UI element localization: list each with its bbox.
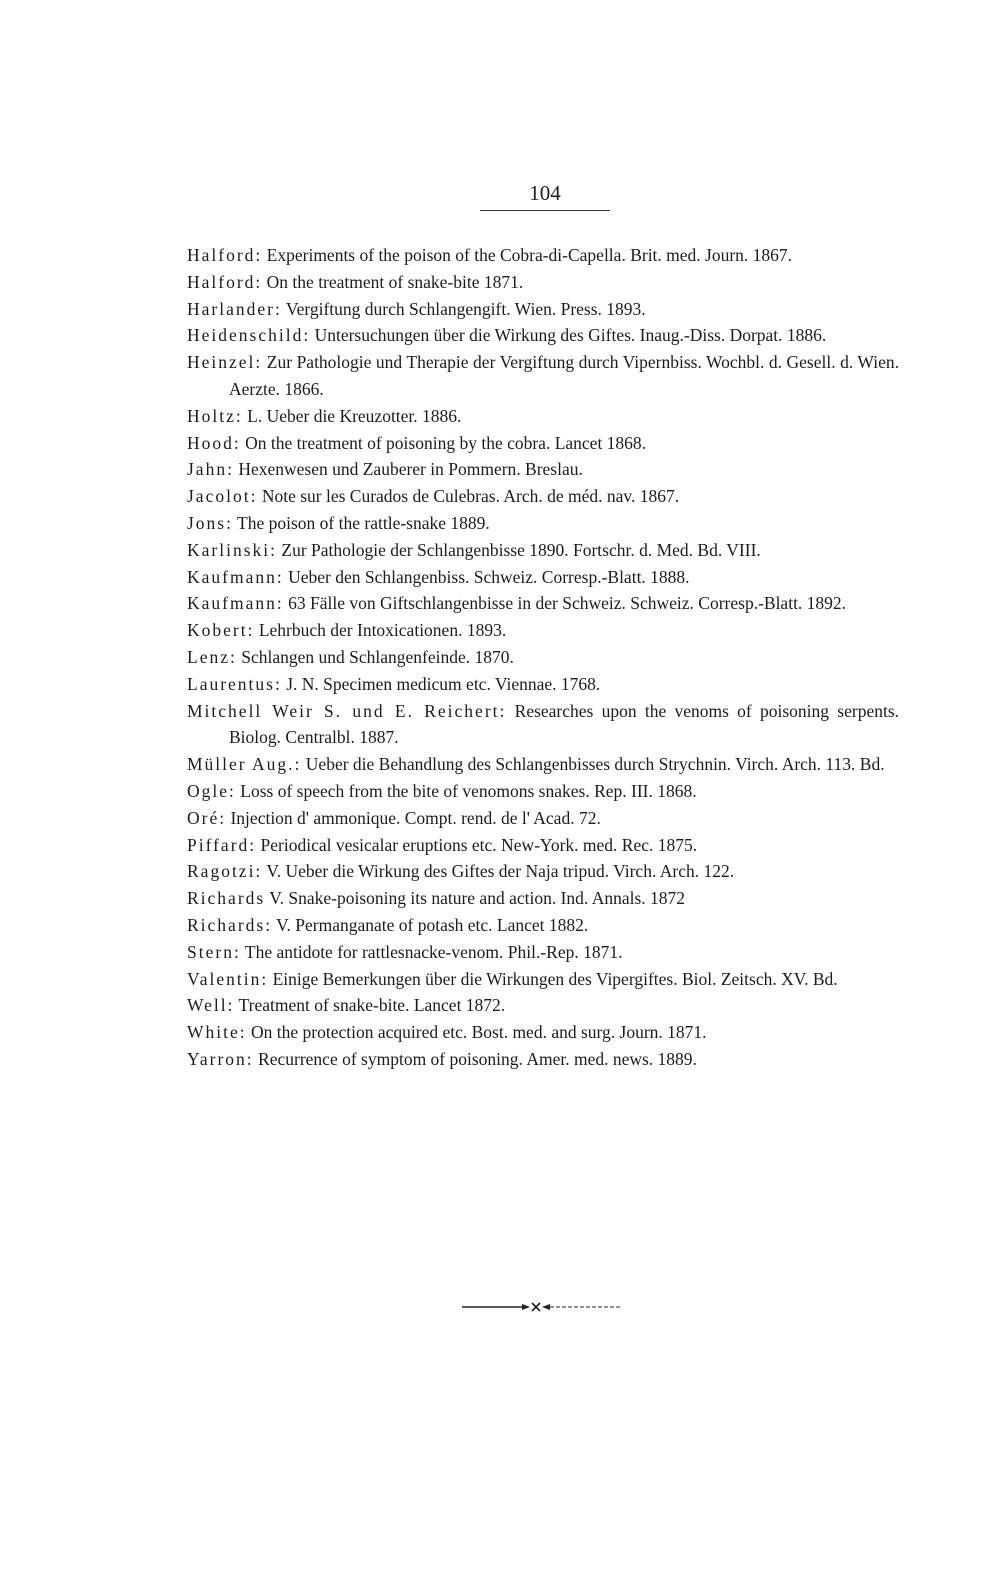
bibliography-entry [187,966,899,993]
entry-text: 63 Fälle von Giftschlangenbisse in der Schweiz. Schweiz. Corresp.-Blatt. 1892. [288,593,847,614]
entry-text: Ueber den Schlangenbiss. Schweiz. Corresp.-Blatt. 1888. [288,566,690,587]
bibliography-entry [187,885,899,912]
entry-text: V. Permanganate of potash etc. Lancet 1882. [276,914,589,935]
entry-author: Richards [187,888,266,909]
entry-text: Ueber die Behandlung des Schlangenbisses durch Strychnin. Virch. Arch. 113. Bd. [305,754,885,775]
entry-text: The poison of the rattle-snake 1889. [237,512,490,533]
entry-author: Halford: [187,271,263,292]
entry-author: Oré: [187,807,227,828]
entry-author: Laurentus: [187,673,282,694]
dash-cross-ornament-icon [462,1302,622,1312]
entry-text: On the treatment of snake-bite 1871. [266,271,524,292]
bibliography-entry [187,698,899,752]
entry-text: Loss of speech from the bite of venomons snakes. Rep. III. 1868. [240,780,697,801]
entry-text: Note sur les Curados de Culebras. Arch. de méd. nav. 1867. [261,486,680,507]
entry-author: Müller Aug.: [187,754,302,775]
entry-text: Recurrence of symptom of poisoning. Amer. med. news. 1889. [258,1048,697,1069]
entry-text: Treatment of snake-bite. Lancet 1872. [238,995,506,1016]
entry-author: Heinzel: [187,352,263,373]
bibliography-entry [187,510,899,537]
bibliography-entry [187,992,899,1019]
entry-text: Lehrbuch der Intoxicationen. 1893. [258,620,507,641]
entry-text: Injection d' ammonique. Compt. rend. de l' Acad. 72. [230,807,601,828]
entry-text: Zur Pathologie und Therapie der Vergiftung durch Vipernbiss. Wochbl. d. Gesell. d. Wien. Aerzte. 1866. [229,352,899,399]
bibliography-entry [187,296,899,323]
bibliography-entry [187,671,899,698]
entry-author: Hood: [187,432,241,453]
entry-text: V. Snake-poisoning its nature and action. Ind. Annals. 1872 [269,888,686,909]
entry-author: Jacolot: [187,486,258,507]
entry-author: Holtz: [187,405,243,426]
bibliography-entry [187,617,899,644]
bibliography-entry [187,858,899,885]
bibliography-entry [187,832,899,859]
entry-text: Schlangen und Schlangenfeinde. 1870. [241,646,514,667]
entry-author: Well: [187,995,235,1016]
bibliography-entry [187,644,899,671]
page-number-rule [480,210,610,211]
entry-text: Experiments of the poison of the Cobra-di-Capella. Brit. med. Journ. 1867. [266,245,793,265]
page-number: 104 [529,181,561,205]
bibliography-entry [187,939,899,966]
entry-text: Untersuchungen über die Wirkung des Giftes. Inaug.-Diss. Dorpat. 1886. [314,325,827,346]
entry-text: On the protection acquired etc. Bost. med. and surg. Journ. 1871. [251,1022,707,1043]
bibliography-entry [187,912,899,939]
entry-text: Zur Pathologie der Schlangenbisse 1890. Fortschr. d. Med. Bd. VIII. [281,539,761,560]
entry-text: L. Ueber die Kreuzotter. 1886. [247,405,462,426]
bibliography-entry [187,456,899,483]
entry-author: Richards: [187,914,273,935]
entry-author: Heidenschild: [187,325,311,346]
entry-author: White: [187,1022,247,1043]
entry-author: Lenz: [187,646,237,667]
entry-author: Halford: [187,245,263,265]
bibliography-entry [187,403,899,430]
entry-author: Piffard: [187,834,257,855]
bibliography-entry [187,778,899,805]
entry-text: Periodical vesicalar eruptions etc. New-York. med. Rec. 1875. [260,834,698,855]
entry-text: Einige Bemerkungen über die Wirkungen des Vipergiftes. Biol. Zeitsch. XV. Bd. [272,968,838,989]
entry-author: Mitchell Weir S. und E. Reichert: [187,700,507,721]
entry-author: Karlinski: [187,539,277,560]
entry-author: Ogle: [187,780,236,801]
entry-text: Researches upon the venoms of poisoning serpents. Biolog. Centralbl. 1887. [229,700,900,748]
bibliography-entry [187,242,899,269]
entry-text: On the treatment of poisoning by the cobra. Lancet 1868. [245,432,647,453]
entry-author: Harlander: [187,298,282,319]
entry-author: Valentin: [187,968,269,989]
entry-text: J. N. Specimen medicum etc. Viennae. 1768. [286,673,601,694]
bibliography-entry [187,349,899,403]
entry-author: Kaufmann: [187,593,284,614]
entry-text: The antidote for rattlesnacke-venom. Phil.-Rep. 1871. [244,941,623,962]
bibliography-entry [187,1046,899,1073]
entry-author: Jons: [187,512,233,533]
entry-author: Jahn: [187,459,234,480]
entry-author: Stern: [187,941,241,962]
entry-author: Kaufmann: [187,566,284,587]
entry-author: Ragotzi: [187,861,263,882]
bibliography-entry [187,564,899,591]
bibliography-entry [187,483,899,510]
bibliography-entry [187,751,899,778]
bibliography-list [187,242,899,1073]
entry-text: Vergiftung durch Schlangengift. Wien. Press. 1893. [285,298,646,319]
bibliography-entry [187,590,899,617]
entry-text: V. Ueber die Wirkung des Giftes der Naja tripud. Virch. Arch. 122. [266,861,735,882]
entry-author: Yarron: [187,1048,254,1069]
bibliography-entry [187,1019,899,1046]
bibliography-entry [187,537,899,564]
entry-text: Hexenwesen und Zauberer in Pommern. Breslau. [238,459,583,480]
entry-author: Kobert: [187,620,255,641]
bibliography-entry [187,269,899,296]
bibliography-entry [187,322,899,349]
bibliography-entry [187,805,899,832]
bibliography-entry [187,430,899,457]
